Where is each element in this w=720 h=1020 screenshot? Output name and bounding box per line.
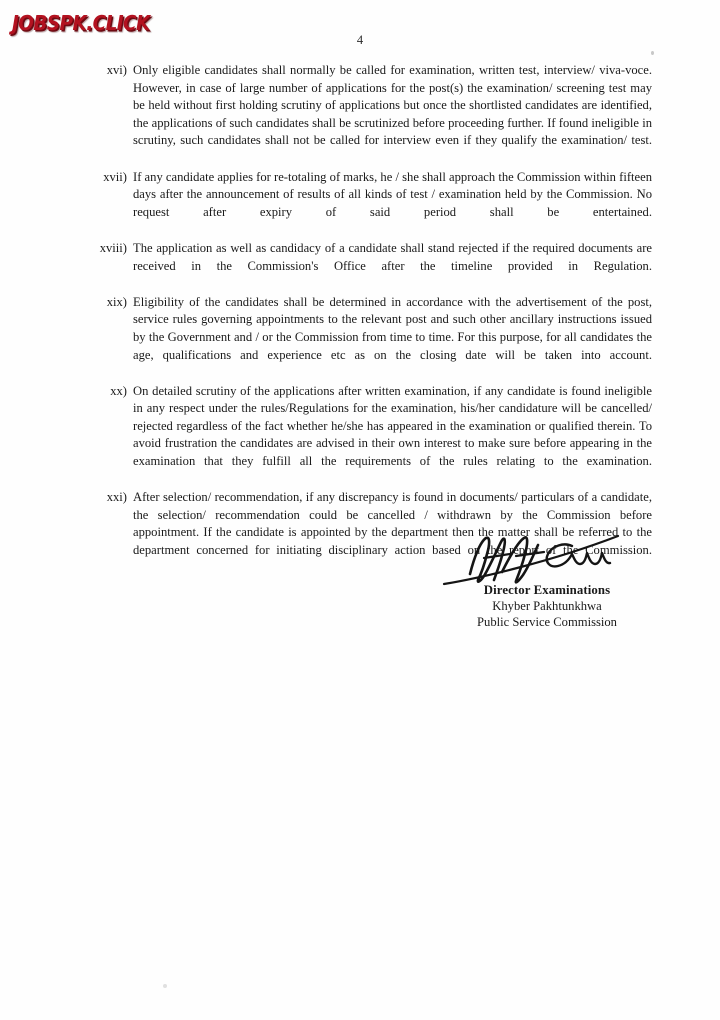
clause-text: If any candidate applies for re-totaling of marks, he / she shall approach the Commission within fifteen days after the announcement of results of all kinds of test / examination held by the Commission. No request after expiry of said period shall be entertained. — [133, 169, 652, 219]
clause-text: On detailed scrutiny of the applications after written examination, if any candidate is found ineligible in any respect under the rules/Regulations for the examination, his/her candidature will be cancelled/ rejected regardless of the fact whether he/she has appeared in the examination or qualified therein. To avoid frustration the candidates are advised in their own interest to make sure before appearing in the examination that they fulfill all the requirements of the rules relating to the examination. — [133, 383, 652, 469]
signature-scrawl-icon — [432, 528, 662, 586]
clause-label: xvi) — [106, 63, 127, 77]
signature-block — [432, 528, 662, 630]
clause-label: xxi) — [106, 490, 127, 505]
clause-label: xviii) — [99, 240, 127, 255]
clause-label: xvii) — [103, 169, 127, 184]
signatory-title: Director Examinations — [483, 583, 611, 597]
page-number: 4 — [356, 33, 364, 47]
clause-text: Eligibility of the candidates shall be determined in accordance with the advertisement of the post, service rules governing appointments to the relevant post and such other ancillary instructions issued by the Government and / or the Commission from time to time. For this purpose, for all candidates the age, qualifications and experience etc as on the closing date will be taken into account. — [133, 294, 652, 362]
clause-text: Only eligible candidates shall normally be called for examination, written test, interview/ viva-voce. However, in case of large number of applications for the post(s) the examination/ screening test may be held without first holding scrutiny of applications but once the shortlisted candidates are identified, the applications of such candidates shall be scrutinized before proceeding further. If found ineligible in scrutiny, such candidates shall not be called for interview even if they qualify the examination/ test. — [133, 63, 652, 148]
clause-text: The application as well as candidacy of a candidate shall stand rejected if the required documents are received in the Commission's Office after the timeline provided in Regulation. — [133, 240, 652, 273]
clause-item — [86, 240, 652, 293]
clause-label: xix) — [106, 294, 127, 309]
site-watermark: JOBSPK.CLICK — [12, 11, 150, 35]
clause-item — [86, 62, 652, 168]
clause-item — [86, 383, 652, 489]
clause-list — [86, 62, 652, 578]
clause-label: xx) — [110, 383, 127, 398]
signatory-org-line-1: Khyber Pakhtunkhwa — [492, 599, 602, 613]
clause-item — [86, 169, 652, 239]
clause-item — [86, 294, 652, 382]
signatory-org-line-2: Public Service Commission — [477, 615, 617, 629]
scan-speck — [163, 984, 167, 988]
clause-text: After selection/ recommendation, if any discrepancy is found in documents/ particulars of a candidate, the selection/ recommendation could be cancelled / withdrawn by the Commission before appointment. If the candidate is appointed by the department then the matter shall be referred to the department concerned for initiating disciplinary action based on the report of the Commission. — [133, 490, 652, 558]
scan-speck — [651, 51, 654, 55]
